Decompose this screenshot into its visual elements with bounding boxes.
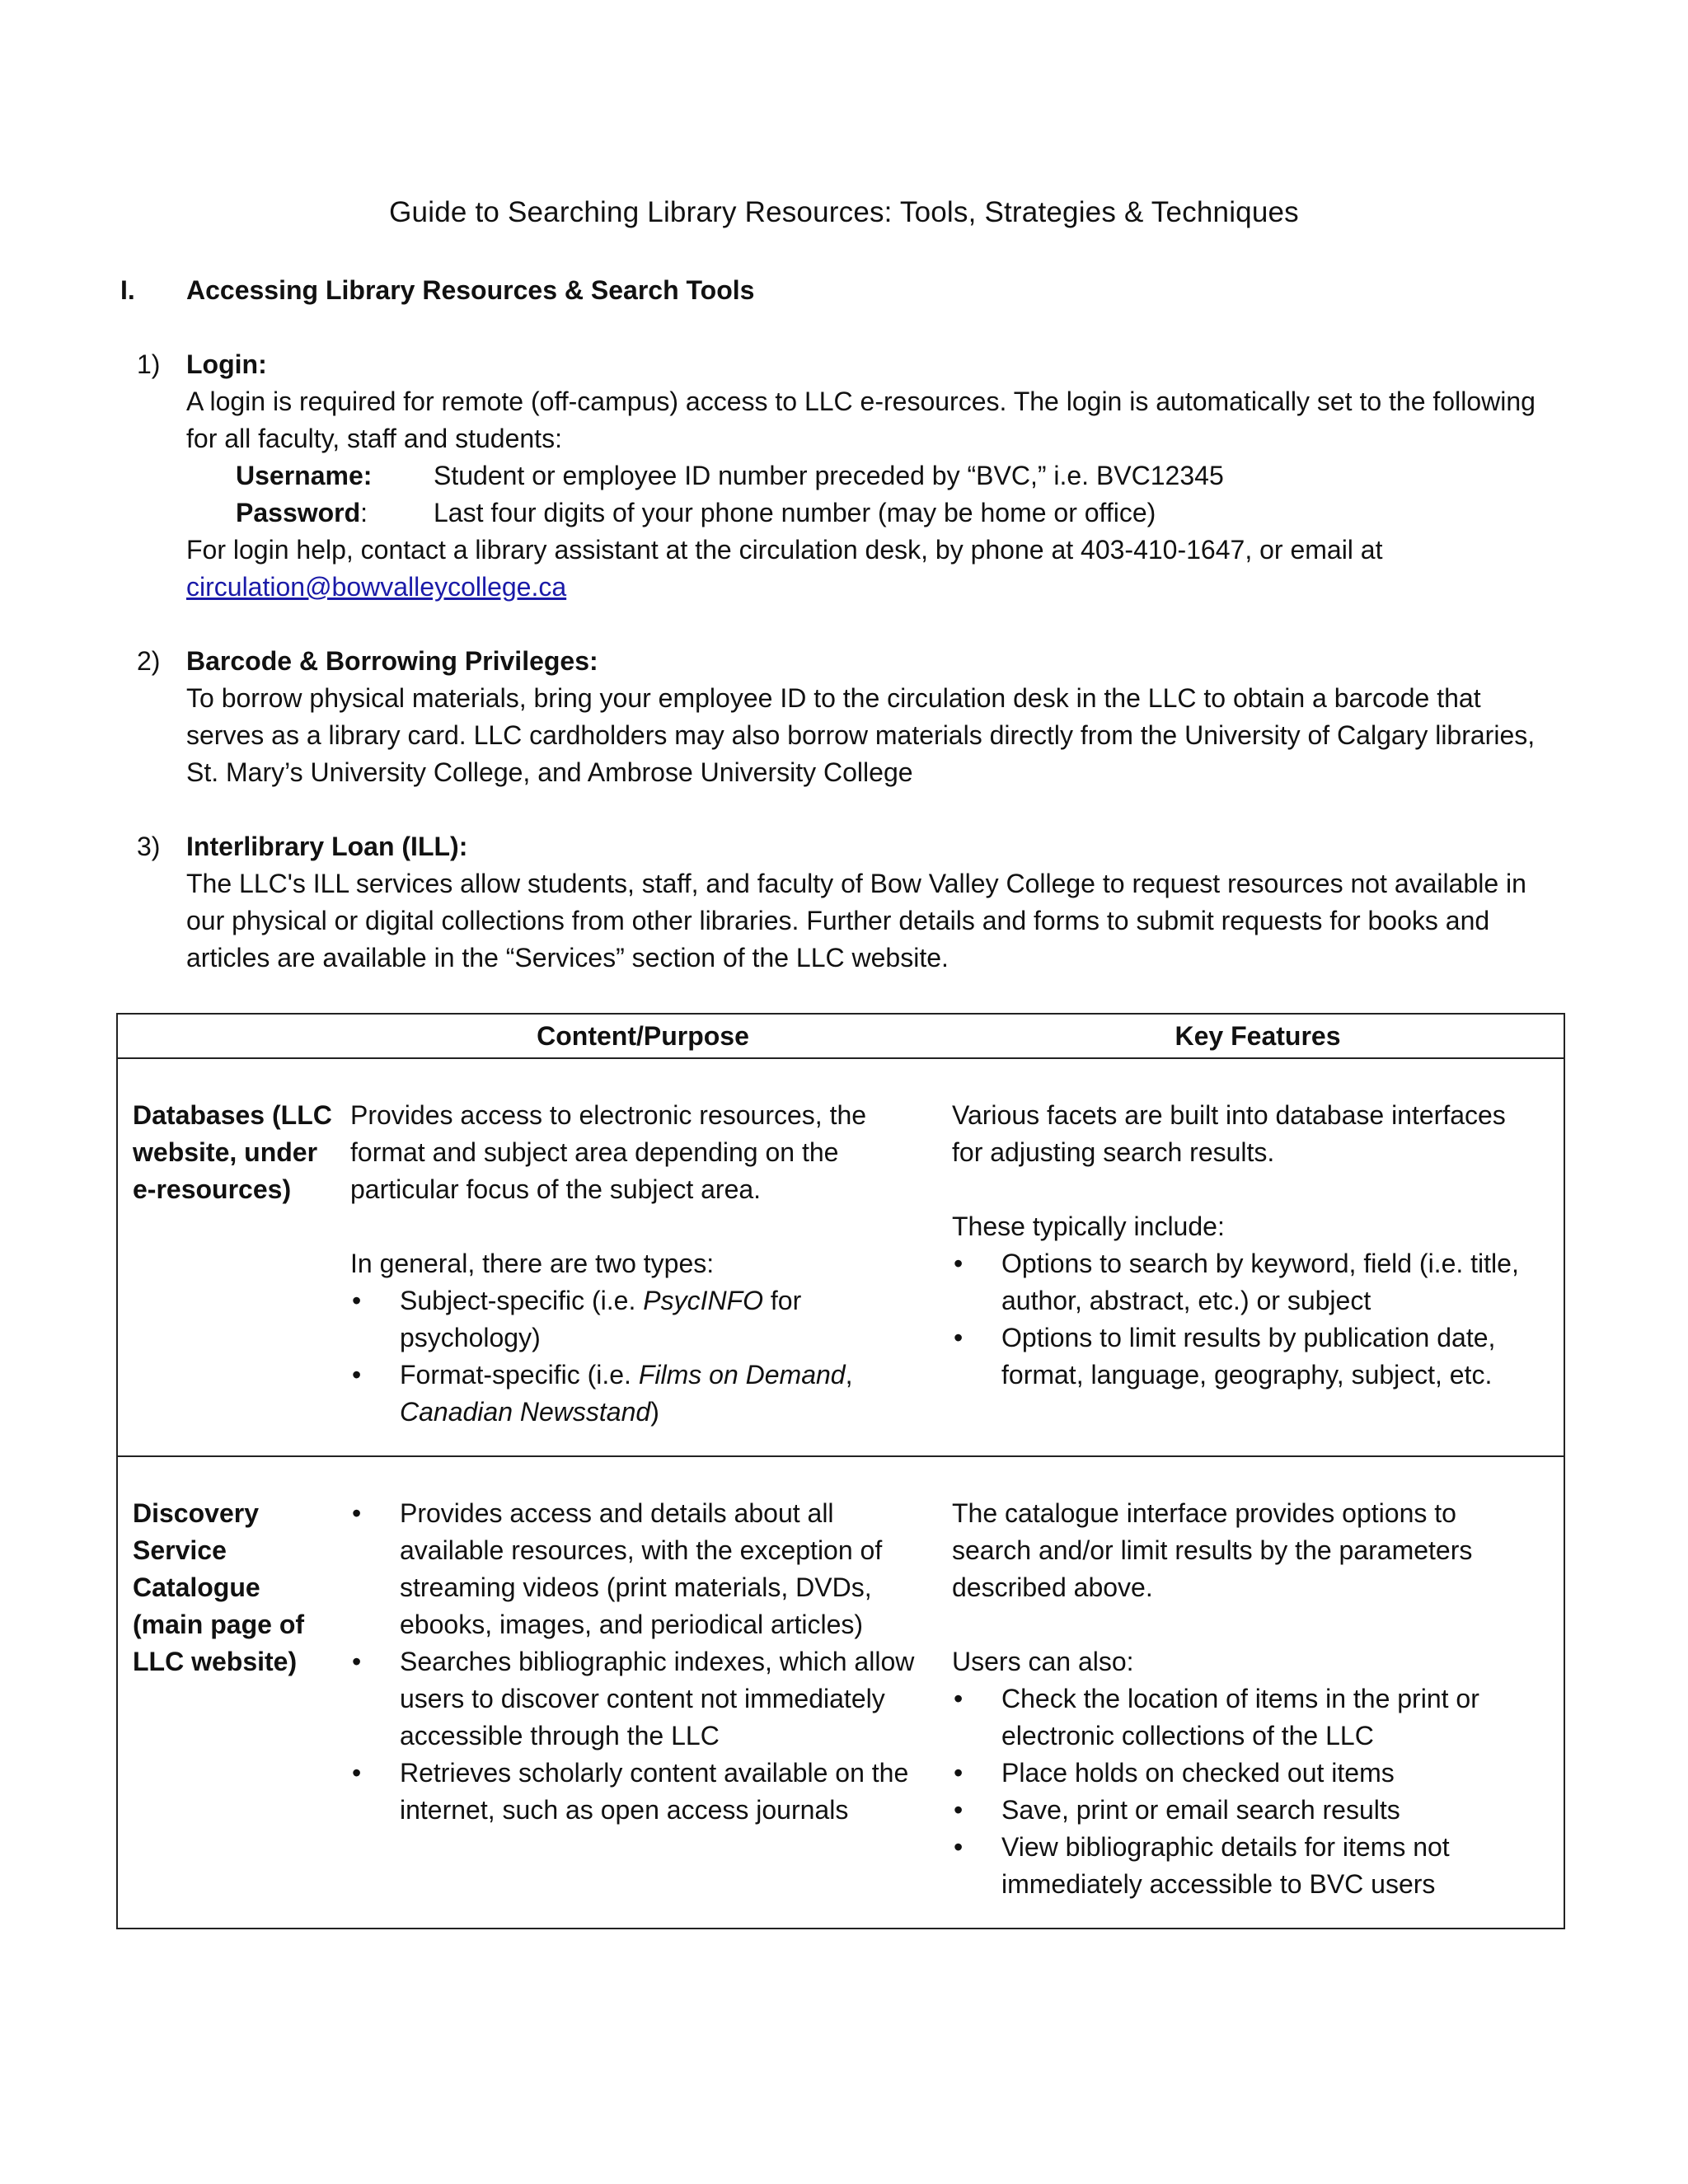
section-title: Accessing Library Resources & Search Tools xyxy=(186,275,755,305)
item-heading: Barcode & Borrowing Privileges: xyxy=(186,646,598,676)
item-text: A login is required for remote (off-campus) access to LLC e-resources. The login is automatically set to the following for all faculty, staff and students: xyxy=(186,387,1536,453)
features-cell xyxy=(952,1058,1564,1456)
username-row xyxy=(236,457,1538,494)
password-value: Last four digits of your phone number (may be home or office) xyxy=(434,498,1156,527)
section-number: I. xyxy=(120,275,135,305)
login-help-text: For login help, contact a library assistant at the circulation desk, by phone at 403-410-1647, or email at xyxy=(186,535,1383,565)
item-heading: Login: xyxy=(186,349,267,379)
password-colon: : xyxy=(360,498,368,527)
item-text: The LLC's ILL services allow students, staff, and faculty of Bow Valley College to request resources not available in our physical or digital collections from other libraries. Further details and forms to submit requests for books and articles are available in the “Services” section of the LLC website. xyxy=(186,869,1526,972)
document-title: Guide to Searching Library Resources: Tools, Strategies & Techniques xyxy=(389,196,1299,228)
content-cell xyxy=(334,1456,952,1929)
table-row xyxy=(117,1058,1564,1456)
content-cell xyxy=(334,1058,952,1456)
features-bullet-list xyxy=(952,1680,1539,1903)
table-header-row xyxy=(117,1014,1564,1058)
content-intro: Provides access to electronic resources, the format and subject area depending on the particular focus of the subject area. xyxy=(350,1100,867,1204)
row-label: Discovery Service Catalogue (main page of LLC website) xyxy=(117,1456,334,1929)
resources-table xyxy=(116,1013,1565,1929)
item-number: 3) xyxy=(137,832,161,861)
features-cell xyxy=(952,1456,1564,1929)
item-heading: Interlibrary Loan (ILL): xyxy=(186,832,468,861)
list-item: • View bibliographic details for items not immediately accessible to BVC users xyxy=(952,1829,1539,1903)
list-item: • Check the location of items in the print or electronic collections of the LLC xyxy=(952,1680,1539,1755)
list-item-ill xyxy=(137,828,1538,977)
item-number: 1) xyxy=(137,349,161,379)
features-intro: The catalogue interface provides options to search and/or limit results by the parameters described above. xyxy=(952,1498,1473,1602)
list-item: • Searches bibliographic indexes, which allow users to discover content not immediately accessible through the LLC xyxy=(350,1643,935,1755)
list-item: • Save, print or email search results xyxy=(952,1792,1539,1829)
username-label: Username: xyxy=(236,461,373,490)
column-header-features: Key Features xyxy=(952,1014,1564,1058)
table-row xyxy=(117,1456,1564,1929)
item-number: 2) xyxy=(137,646,161,676)
list-item: • Options to limit results by publication date, format, language, geography, subject, etc. xyxy=(952,1319,1539,1394)
list-item: • Format-specific (i.e. Films on Demand, Canadian Newsstand) xyxy=(350,1357,935,1431)
password-row xyxy=(236,494,1538,532)
list-item: • Place holds on checked out items xyxy=(952,1755,1539,1792)
features-sub: Users can also: xyxy=(952,1647,1134,1676)
list-item: • Subject-specific (i.e. PsycINFO for psychology) xyxy=(350,1282,935,1357)
content-bullet-list xyxy=(350,1282,935,1431)
features-bullet-list xyxy=(952,1245,1539,1394)
features-sub: These typically include: xyxy=(952,1212,1225,1241)
list-item-barcode xyxy=(137,643,1538,791)
column-header-content: Content/Purpose xyxy=(334,1014,952,1058)
list-item: • Provides access and details about all available resources, with the exception of streaming videos (print materials, DVDs, ebooks, images, and periodical articles) xyxy=(350,1495,935,1643)
features-intro: Various facets are built into database interfaces for adjusting search results. xyxy=(952,1100,1506,1167)
item-text: To borrow physical materials, bring your employee ID to the circulation desk in the LLC to obtain a barcode that serves as a library card. LLC cardholders may also borrow materials directly from the University of Calgary libraries, St. Mary’s University College, and Ambrose University College xyxy=(186,683,1536,787)
row-label: Databases (LLC website, under e-resources) xyxy=(117,1058,334,1456)
password-label: Password xyxy=(236,498,361,527)
list-item: • Options to search by keyword, field (i.e. title, author, abstract, etc.) or subject xyxy=(952,1245,1539,1319)
username-value: Student or employee ID number preceded by “BVC,” i.e. BVC12345 xyxy=(434,461,1224,490)
list-item-login xyxy=(137,346,1538,606)
content-bullet-list xyxy=(350,1495,935,1829)
list-item: • Retrieves scholarly content available on the internet, such as open access journals xyxy=(350,1755,935,1829)
circulation-email-link[interactable]: circulation@bowvalleycollege.ca xyxy=(186,572,567,602)
content-types-intro: In general, there are two types: xyxy=(350,1249,715,1278)
section-heading xyxy=(120,275,754,306)
